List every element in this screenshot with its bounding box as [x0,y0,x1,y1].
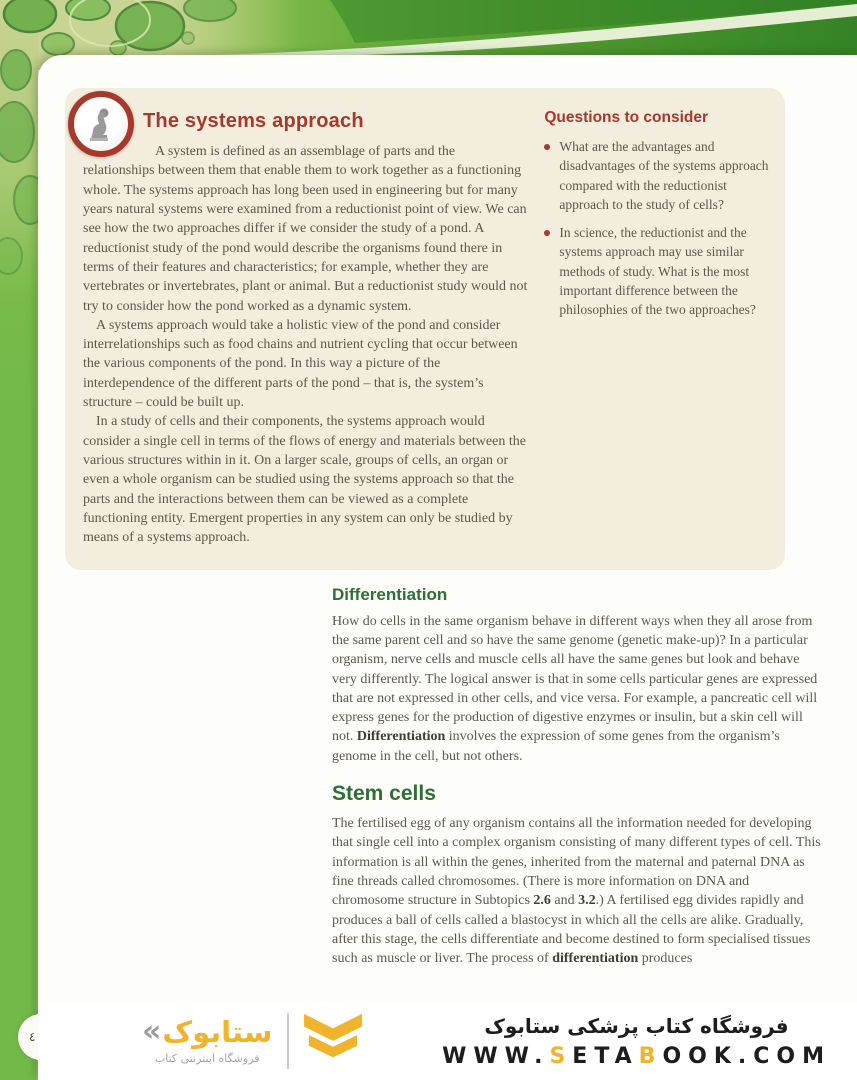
logo-divider [287,1013,289,1069]
setabook-logo [142,1014,273,1065]
url-segment: OOK.COM [662,1043,831,1069]
url-segment: WWW. [442,1043,550,1069]
questions-heading: Questions to consider [544,109,708,126]
paragraph-text: produces [638,951,693,967]
bullet-icon [544,144,550,150]
store-title: فروشگاه کتاب پزشکی ستابوک [484,1013,789,1038]
stem-cells-heading: Stem cells [332,782,436,806]
footer-text-block [442,1014,831,1069]
systems-panel [65,88,785,570]
question-text: In science, the reductionist and the systems approach may use similar methods of study. What is the most important difference between the philosophies of the two approaches? [559,225,756,318]
page-card [38,55,857,1080]
systems-paragraph-2: A systems approach would take a holistic view of the pond and consider interrelationships such as food chains and nutrient cycling that occur between the various components of the pond. In this way a picture of the interdependence of the different parts of the pond – that is, the system’s structure – could be built up. [83,317,518,411]
paragraph-text: and [550,893,579,909]
questions-list [544,137,769,320]
bullet-icon [544,230,550,236]
url-segment-gold: S [549,1043,573,1069]
systems-approach-heading: The systems approach [143,110,364,132]
content-column [332,585,821,969]
differentiation-paragraph [332,612,821,767]
list-item [544,137,769,214]
paragraph-text: How do cells in the same organism behave in different ways when they all arose from the same parent cell and so have the same genome (genetic make-up)? In a particular organism, nerve cells and muscle cells all have the same genes but look and behave very differently. The logical answer is that in some cells particular genes are expressed that are not expressed in other cells, and vice versa. For example, a pancreatic cell will express genes for the production of digestive enzymes or insulin, but a skin cell will not. [332,613,818,745]
systems-text-column [83,108,528,548]
double-chevron-icon [302,1012,364,1066]
logo-wordmark: ستابوک [162,1014,273,1049]
questions-panel [544,108,769,548]
paragraph-text: The fertilised egg of any organism contains all the information needed for developing that single cell into a complex organism consisting of many different types of cell. This information is all within the genes, inherited from the maternal and paternal DNA as fine threads called chromosomes. (There is more information on DNA and chromosome structure in Subtopics [332,816,821,909]
footer-watermark [38,1002,857,1080]
differentiation-heading: Differentiation [332,584,448,604]
bold-term: Differentiation [356,729,446,745]
paragraph-text: .) A fertilised egg divides rapidly and produces a ball of cells called a blastocyst in which all the cells are alike. Gradually, after this stage, the cells differentiate and become destined to form specialised tissues such as muscle or liver. The process of [332,893,811,967]
logo-wordmark-row [142,1014,273,1049]
website-url [442,1044,831,1069]
bold-subtopic-ref: 3.2 [578,893,596,909]
thinker-icon [68,91,134,157]
logo-subtitle: فروشگاه اینترنتی کتاب [154,1052,260,1065]
systems-paragraph-1: A system is defined as an assemblage of parts and the relationships between them that enable them to work together as a functioning whole. The systems approach has long been used in engineering but for many years natural systems were examined from a reductionist point of view. We can see how the two approaches differ if we consider the study of a pond. A reductionist study of the pond would describe the organisms found there in terms of their features and characteristics; for example, whether they are vertebrates or invertebrates, plant or animal. But a reductionist study would not try to consider how the pond worked as a dynamic system. [83,144,528,314]
paragraph-text: involves the expression of some genes from the organism’s genome in the cell, but not others. [332,729,780,764]
chevron-emblem [302,1012,364,1071]
guillemet-icon: « [142,1014,162,1049]
bold-subtopic-ref: 2.6 [533,893,551,909]
list-item [544,223,769,319]
bold-term: differentiation [552,951,639,967]
page-number: ٤ [29,1030,36,1044]
systems-paragraph-3: In a study of cells and their components, the systems approach would consider a single cell in terms of the flows of energy and materials between the various structures within in it. On a larger scale, groups of cells, an organ or even a whole organism can be studied using the systems approach so that the parts and the interactions between them can be viewed as a complete functioning entity. Emergent properties in any system can only be studied by means of a systems approach. [83,414,526,546]
thinker-statue-art [81,104,121,144]
url-segment: ETA [572,1043,639,1069]
question-text: What are the advantages and disadvantages of the systems approach compared with the reductionist approach to the study of cells? [559,139,769,212]
stem-cells-paragraph [332,814,821,969]
url-segment-gold: B [638,1043,663,1069]
